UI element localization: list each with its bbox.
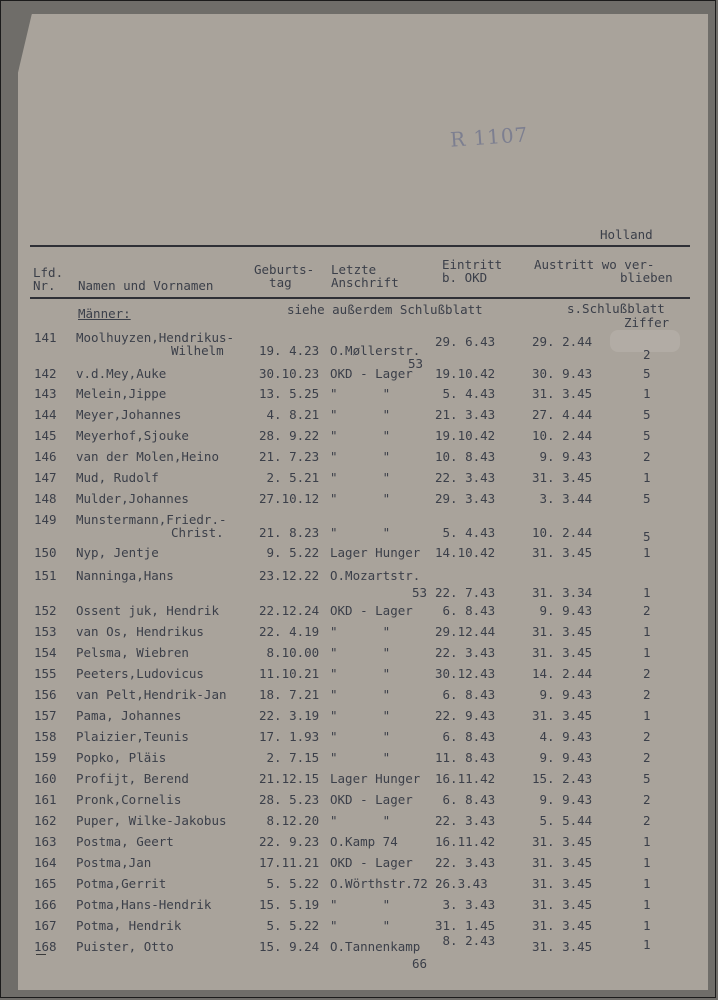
row-birthdate: 4. 8.21 — [259, 407, 320, 422]
row-exit-date: 31. 3.45 — [532, 834, 593, 849]
row-address: " " — [330, 918, 391, 933]
row-entry-date: 5. 4.43 — [435, 525, 496, 540]
row-ziffer: 1 — [643, 585, 651, 600]
row-entry-date: 6. 8.43 — [435, 603, 496, 618]
row-number: 153 — [34, 624, 57, 639]
row-name: Mud, Rudolf — [76, 470, 159, 485]
row-exit-date: 30. 9.43 — [532, 366, 593, 381]
row-name: Melein,Jippe — [76, 386, 167, 401]
row-birthdate: 15. 5.19 — [259, 897, 320, 912]
row-number: 160 — [34, 771, 57, 786]
header-top-rule — [30, 245, 690, 247]
row-entry-date: 29.12.44 — [435, 624, 496, 639]
row-exit-date: 31. 3.45 — [532, 939, 593, 954]
row-address: O.Tannenkamp — [330, 939, 421, 954]
row-exit-date: 5. 5.44 — [532, 813, 593, 828]
row-exit-date: 31. 3.45 — [532, 708, 593, 723]
row-entry-date: 31. 1.45 — [435, 918, 496, 933]
row-exit-date: 15. 2.43 — [532, 771, 593, 786]
row-birthdate: 22. 9.23 — [259, 834, 320, 849]
row-birthdate: 17. 1.93 — [259, 729, 320, 744]
row-exit-date: 10. 2.44 — [532, 428, 593, 443]
row-address-continued: 66 — [412, 956, 428, 971]
row-address: O.Møllerstr. — [330, 343, 421, 358]
row-birthdate: 13. 5.25 — [259, 386, 320, 401]
row-number: 144 — [34, 407, 57, 422]
row-number: 163 — [34, 834, 57, 849]
row-birthdate: 8.12.20 — [259, 813, 320, 828]
row-number: 141 — [34, 330, 57, 345]
row-exit-date: 27. 4.44 — [532, 407, 593, 422]
row-address: " " — [330, 525, 391, 540]
row-address: " " — [330, 645, 391, 660]
row-exit-date: 31. 3.45 — [532, 897, 593, 912]
row-number: 161 — [34, 792, 57, 807]
row-number: 152 — [34, 603, 57, 618]
row-birthdate: 30.10.23 — [259, 366, 320, 381]
row-address: OKD - Lager — [330, 366, 413, 381]
row-exit-date: 31. 3.45 — [532, 918, 593, 933]
row-number: 143 — [34, 386, 57, 401]
note-right: s.Schlußblatt — [567, 301, 665, 316]
row-name: Ossent juk, Hendrik — [76, 603, 219, 618]
row-exit-date: 9. 9.43 — [532, 449, 593, 464]
row-entry-date: 22. 3.43 — [435, 813, 496, 828]
row-name: Mulder,Johannes — [76, 491, 189, 506]
row-address-continued: 53 — [408, 356, 424, 371]
row-ziffer: 1 — [643, 470, 651, 485]
row-number: 166 — [34, 897, 57, 912]
row-exit-date: 29. 2.44 — [532, 334, 593, 349]
row-birthdate: 8.10.00 — [259, 645, 320, 660]
row-exit-date: 9. 9.43 — [532, 603, 593, 618]
row-address: " " — [330, 750, 391, 765]
row-name: Puper, Wilke-Jakobus — [76, 813, 227, 828]
row-entry-date: 6. 8.43 — [435, 687, 496, 702]
row-name: Potma, Hendrik — [76, 918, 182, 933]
margin-mark — [36, 954, 46, 955]
row-birthdate: 22. 3.19 — [259, 708, 320, 723]
row-entry-date: 8. 2.43 — [435, 933, 496, 948]
row-name: Puister, Otto — [76, 939, 174, 954]
row-number: 157 — [34, 708, 57, 723]
row-name: Meyerhof,Sjouke — [76, 428, 189, 443]
row-address: " " — [330, 897, 391, 912]
row-entry-date: 11. 8.43 — [435, 750, 496, 765]
row-number: 167 — [34, 918, 57, 933]
row-ziffer: 5 — [643, 491, 651, 506]
row-exit-date: 9. 9.43 — [532, 792, 593, 807]
row-number: 155 — [34, 666, 57, 681]
row-exit-date: 14. 2.44 — [532, 666, 593, 681]
row-birthdate: 9. 5.22 — [259, 545, 320, 560]
row-entry-date: 29. 6.43 — [435, 334, 496, 349]
row-ziffer: 2 — [643, 347, 651, 362]
row-birthdate: 17.11.21 — [259, 855, 320, 870]
row-birthdate: 2. 5.21 — [259, 470, 320, 485]
row-ziffer: 1 — [643, 624, 651, 639]
row-address: " " — [330, 666, 391, 681]
row-ziffer: 1 — [643, 855, 651, 870]
row-birthdate: 18. 7.21 — [259, 687, 320, 702]
row-name: van der Molen,Heino — [76, 449, 219, 464]
row-address: O.Mozartstr. — [330, 568, 421, 583]
row-number: 145 — [34, 428, 57, 443]
row-name: Popko, Pläis — [76, 750, 167, 765]
row-ziffer: 2 — [643, 687, 651, 702]
row-entry-date: 22. 9.43 — [435, 708, 496, 723]
row-name: Nanninga,Hans — [76, 568, 174, 583]
row-ziffer: 1 — [643, 937, 651, 952]
row-address: OKD - Lager — [330, 855, 413, 870]
row-number: 149 — [34, 512, 57, 527]
row-birthdate: 11.10.21 — [259, 666, 320, 681]
row-birthdate: 28. 9.22 — [259, 428, 320, 443]
row-number: 154 — [34, 645, 57, 660]
row-ziffer: 1 — [643, 645, 651, 660]
row-exit-date: 31. 3.45 — [532, 624, 593, 639]
row-name-continued: Wilhelm — [171, 343, 224, 358]
row-number: 150 — [34, 545, 57, 560]
row-ziffer: 1 — [643, 386, 651, 401]
row-ziffer: 1 — [643, 708, 651, 723]
row-exit-date: 31. 3.45 — [532, 470, 593, 485]
row-exit-date: 10. 2.44 — [532, 525, 593, 540]
row-number: 164 — [34, 855, 57, 870]
row-exit-date: 31. 3.45 — [532, 545, 593, 560]
row-address: " " — [330, 624, 391, 639]
row-number: 156 — [34, 687, 57, 702]
row-address: O.Wörthstr.72 — [330, 876, 428, 891]
row-name: v.d.Mey,Auke — [76, 366, 167, 381]
row-address: " " — [330, 491, 391, 506]
row-address: OKD - Lager — [330, 603, 413, 618]
row-ziffer: 1 — [643, 876, 651, 891]
row-name: Peeters,Ludovicus — [76, 666, 204, 681]
row-entry-date: 6. 8.43 — [435, 792, 496, 807]
row-address: " " — [330, 386, 391, 401]
row-exit-date: 31. 3.45 — [532, 855, 593, 870]
row-birthdate: 5. 5.22 — [259, 876, 320, 891]
row-ziffer: 2 — [643, 449, 651, 464]
row-number: 142 — [34, 366, 57, 381]
row-exit-date: 31. 3.45 — [532, 876, 593, 891]
row-name: Potma,Gerrit — [76, 876, 167, 891]
row-birthdate: 22.12.24 — [259, 603, 320, 618]
row-entry-date: 14.10.42 — [435, 545, 496, 560]
row-name: Moolhuyzen,Hendrikus- — [76, 330, 235, 345]
row-entry-date: 22. 7.43 — [435, 585, 496, 600]
header-anschrift: Letzte Anschrift — [331, 262, 399, 290]
header-bottom-rule — [30, 297, 690, 299]
row-entry-date: 16.11.42 — [435, 834, 496, 849]
row-entry-date: 10. 8.43 — [435, 449, 496, 464]
row-entry-date: 19.10.42 — [435, 428, 496, 443]
header-verblieben: blieben — [620, 270, 673, 285]
row-exit-date: 4. 9.43 — [532, 729, 593, 744]
row-address: " " — [330, 428, 391, 443]
row-name: Pama, Johannes — [76, 708, 182, 723]
row-name: Profijt, Berend — [76, 771, 189, 786]
row-exit-date: 31. 3.45 — [532, 645, 593, 660]
row-number: 162 — [34, 813, 57, 828]
row-address: Lager Hunger — [330, 545, 421, 560]
row-address-continued: 53 — [412, 585, 428, 600]
row-ziffer: 5 — [643, 529, 651, 544]
row-entry-date: 21. 3.43 — [435, 407, 496, 422]
row-birthdate: 21. 7.23 — [259, 449, 320, 464]
row-name: Postma,Jan — [76, 855, 152, 870]
row-name-continued: Christ. — [171, 525, 224, 540]
row-name: Nyp, Jentje — [76, 545, 159, 560]
row-number: 158 — [34, 729, 57, 744]
row-entry-date: 30.12.43 — [435, 666, 496, 681]
row-ziffer: 1 — [643, 545, 651, 560]
row-address: O.Kamp 74 — [330, 834, 398, 849]
header-austritt: Austritt wo ver- — [534, 257, 655, 272]
row-number: 151 — [34, 568, 57, 583]
note-middle: siehe außerdem Schlußblatt — [287, 302, 483, 317]
row-address: OKD - Lager — [330, 792, 413, 807]
row-number: 165 — [34, 876, 57, 891]
row-entry-date: 29. 3.43 — [435, 491, 496, 506]
row-ziffer: 2 — [643, 603, 651, 618]
row-entry-date: 16.11.42 — [435, 771, 496, 786]
row-address: " " — [330, 407, 391, 422]
row-exit-date: 31. 3.45 — [532, 386, 593, 401]
row-birthdate: 28. 5.23 — [259, 792, 320, 807]
row-entry-date: 22. 3.43 — [435, 645, 496, 660]
row-ziffer: 2 — [643, 813, 651, 828]
row-ziffer: 2 — [643, 729, 651, 744]
row-entry-date: 5. 4.43 — [435, 386, 496, 401]
row-ziffer: 1 — [643, 918, 651, 933]
row-number: 159 — [34, 750, 57, 765]
header-geburtstag: Geburts- tag — [254, 262, 315, 290]
country-heading: Holland — [600, 227, 653, 242]
row-birthdate: 5. 5.22 — [259, 918, 320, 933]
row-number: 168 — [34, 939, 57, 954]
row-name: van Os, Hendrikus — [76, 624, 204, 639]
row-exit-date: 3. 3.44 — [532, 491, 593, 506]
row-name: Postma, Geert — [76, 834, 174, 849]
row-address: Lager Hunger — [330, 771, 421, 786]
row-address: " " — [330, 708, 391, 723]
row-entry-date: 19.10.42 — [435, 366, 496, 381]
row-ziffer: 5 — [643, 771, 651, 786]
row-entry-date: 26.3.43 — [435, 876, 488, 891]
row-ziffer: 2 — [643, 750, 651, 765]
row-number: 148 — [34, 491, 57, 506]
section-label: Männer: — [78, 306, 131, 321]
row-name: Potma,Hans-Hendrik — [76, 897, 212, 912]
row-name: Pelsma, Wiebren — [76, 645, 189, 660]
row-birthdate: 15. 9.24 — [259, 939, 320, 954]
row-ziffer: 5 — [643, 407, 651, 422]
row-birthdate: 2. 7.15 — [259, 750, 320, 765]
row-ziffer: 1 — [643, 834, 651, 849]
row-number: 147 — [34, 470, 57, 485]
row-name: Pronk,Cornelis — [76, 792, 182, 807]
row-name: Plaizier,Teunis — [76, 729, 189, 744]
row-address: " " — [330, 470, 391, 485]
row-birthdate: 23.12.22 — [259, 568, 320, 583]
header-name: Namen und Vornamen — [78, 278, 214, 293]
row-ziffer: 2 — [643, 666, 651, 681]
row-birthdate: 22. 4.19 — [259, 624, 320, 639]
row-name: Munstermann,Friedr.- — [76, 512, 227, 527]
row-ziffer: 1 — [643, 897, 651, 912]
handwritten-reference: R 1107 — [449, 122, 530, 152]
row-birthdate: 21.12.15 — [259, 771, 320, 786]
row-birthdate: 21. 8.23 — [259, 525, 320, 540]
row-ziffer: 5 — [643, 428, 651, 443]
row-name: van Pelt,Hendrik-Jan — [76, 687, 227, 702]
row-ziffer: 5 — [643, 366, 651, 381]
row-address: " " — [330, 729, 391, 744]
row-birthdate: 19. 4.23 — [259, 343, 320, 358]
row-entry-date: 3. 3.43 — [435, 897, 496, 912]
header-lfd-nr: Lfd. Nr. — [33, 265, 64, 293]
row-exit-date: 31. 3.34 — [532, 585, 593, 600]
row-entry-date: 22. 3.43 — [435, 470, 496, 485]
row-exit-date: 9. 9.43 — [532, 687, 593, 702]
row-ziffer: 2 — [643, 792, 651, 807]
row-entry-date: 22. 3.43 — [435, 855, 496, 870]
row-address: " " — [330, 687, 391, 702]
note-right-ziffer: Ziffer — [624, 315, 670, 330]
header-eintritt: Eintritt b. OKD — [442, 257, 503, 285]
row-address: " " — [330, 813, 391, 828]
row-entry-date: 6. 8.43 — [435, 729, 496, 744]
row-birthdate: 27.10.12 — [259, 491, 320, 506]
row-exit-date: 9. 9.43 — [532, 750, 593, 765]
row-address: " " — [330, 449, 391, 464]
row-name: Meyer,Johannes — [76, 407, 182, 422]
row-number: 146 — [34, 449, 57, 464]
